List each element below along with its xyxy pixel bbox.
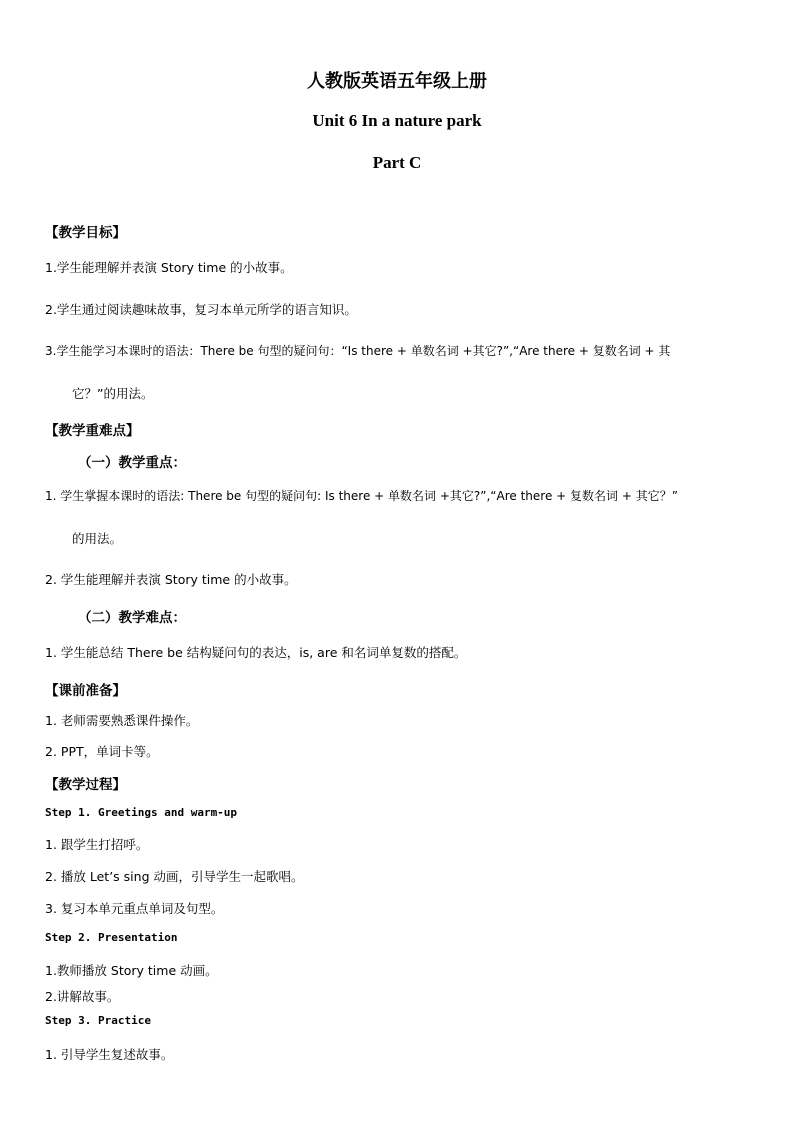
step-1-item-1: 1. 跟学生打招呼。: [45, 837, 149, 852]
prep-item-1: 1. 老师需要熟悉课件操作。: [45, 713, 199, 728]
goal-item-1: 1.学生能理解并表演 Story time 的小故事。: [45, 260, 293, 275]
prep-item-2: 2. PPT，单词卡等。: [45, 744, 159, 759]
step-2-item-1: 1.教师播放 Story time 动画。: [45, 963, 218, 978]
step-1-item-3: 3. 复习本单元重点单词及句型。: [45, 901, 224, 916]
section-heading-key-points: 【教学重难点】: [45, 423, 140, 439]
key-point-1-line-2: 的用法。: [72, 531, 123, 546]
step-1-item-2: 2. 播放 Let’s sing 动画，引导学生一起歌唱。: [45, 869, 304, 884]
goal-item-3-line-1: 3.学生能学习本课时的语法：There be 句型的疑问句：“Is there + 单数名词 +其它?”,“Are there + 复数名词 + 其: [45, 344, 671, 358]
step-2-item-2: 2.讲解故事。: [45, 989, 120, 1004]
subheading-key-points: （一）教学重点：: [78, 455, 186, 471]
step-1-heading: Step 1. Greetings and warm-up: [45, 806, 238, 819]
goal-item-2: 2.学生通过阅读趣味故事，复习本单元所学的语言知识。: [45, 302, 357, 317]
section-heading-prep: 【课前准备】: [45, 683, 126, 699]
step-3-heading: Step 3. Practice: [45, 1014, 151, 1027]
step-3-item-1: 1. 引导学生复述故事。: [45, 1047, 174, 1062]
key-point-2: 2. 学生能理解并表演 Story time 的小故事。: [45, 572, 297, 587]
key-point-1-line-1: 1. 学生掌握本课时的语法: There be 句型的疑问句: Is there + 单数名词 +其它?”,“Are there + 复数名词 + 其它？”: [45, 489, 678, 503]
section-heading-goals: 【教学目标】: [45, 225, 126, 241]
difficulty-1: 1. 学生能总结 There be 结构疑问句的表达，is, are 和名词单复数的搭配。: [45, 645, 467, 660]
subheading-difficulties: （二）教学难点：: [78, 610, 186, 626]
unit-title: Unit 6 In a nature park: [312, 111, 482, 130]
section-heading-process: 【教学过程】: [45, 777, 126, 793]
goal-item-3-line-2: 它？”的用法。: [72, 386, 154, 401]
part-title: Part C: [372, 153, 422, 172]
step-2-heading: Step 2. Presentation: [45, 931, 178, 944]
document-title: 人教版英语五年级上册: [307, 71, 487, 91]
